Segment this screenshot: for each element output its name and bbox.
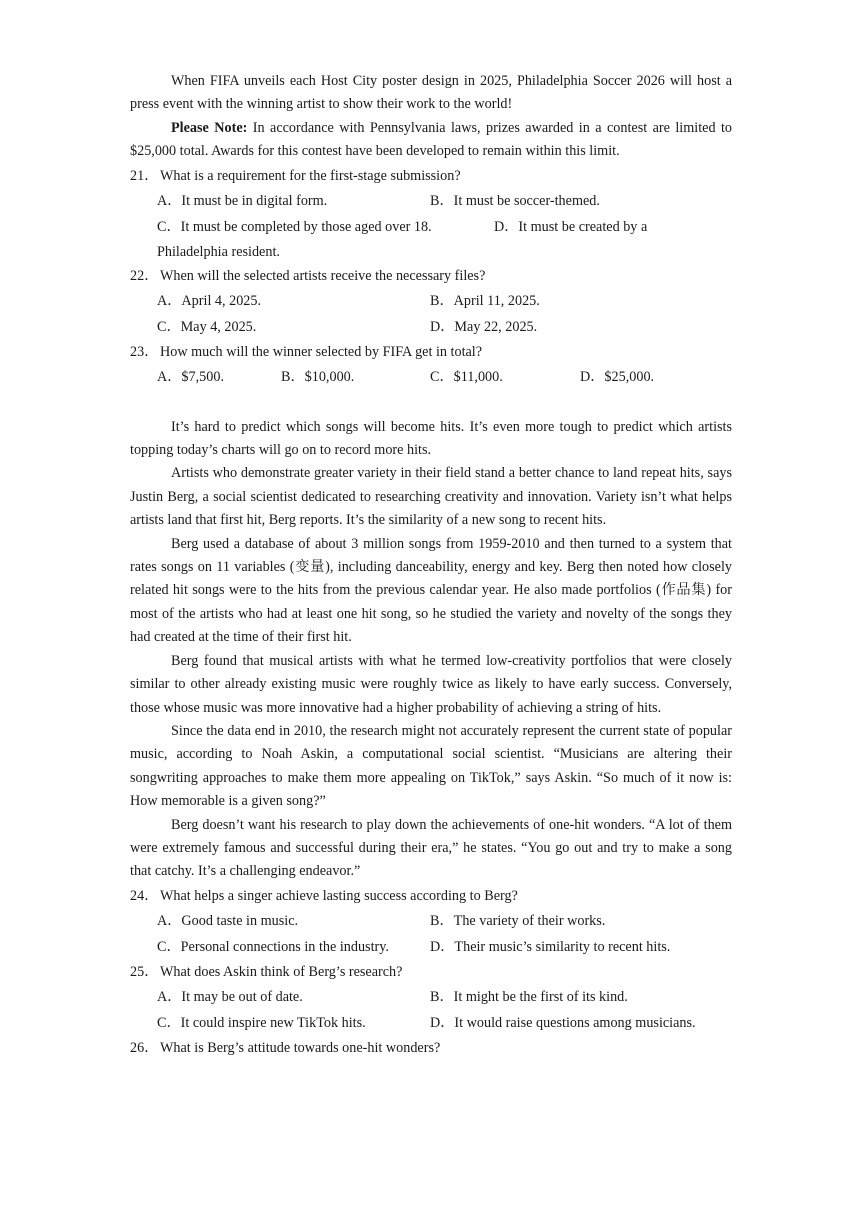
option-b[interactable]: B．$10,000. bbox=[281, 368, 355, 385]
passage-paragraph: Berg used a database of about 3 million songs from 1959-2010 and then turned to a system that rates songs on 11 variables (变量), including danceability, energy and key. Berg then noted how closely related hit songs were to the hits from the previous calendar year. He also made portfolios (作品集) for most of the artists who had at least one hit song, so he studied the variety and novelty of the songs they had created at the time of their first hit. bbox=[130, 535, 732, 646]
question-number: 26． bbox=[130, 1039, 159, 1056]
question-stem: When will the selected artists receive the necessary files? bbox=[160, 267, 486, 284]
option-a[interactable]: A．Good taste in music. bbox=[157, 912, 299, 929]
question-21 bbox=[130, 164, 732, 188]
options-row bbox=[157, 934, 732, 960]
passage-note bbox=[130, 117, 732, 164]
option-b[interactable]: B．It might be the first of its kind. bbox=[430, 988, 628, 1005]
question-stem: What is a requirement for the first-stage submission? bbox=[160, 167, 461, 184]
question-number: 22． bbox=[130, 267, 159, 284]
option-b[interactable]: B．The variety of their works. bbox=[430, 912, 606, 929]
option-b[interactable]: B．It must be soccer-themed. bbox=[430, 192, 600, 209]
question-24 bbox=[130, 884, 732, 908]
passage-paragraph: Berg found that musical artists with what he termed low-creativity portfolios that were closely similar to other already existing music were roughly twice as likely to have early success. Conversely, those whose music was more innovative had a higher probability of achieving a string of hits. bbox=[130, 652, 732, 716]
passage-paragraph: It’s hard to predict which songs will become hits. It’s even more tough to predict which artists topping today’s charts will go on to record more hits. bbox=[130, 418, 732, 459]
options-row bbox=[157, 288, 732, 314]
options-row bbox=[157, 314, 732, 340]
passage-paragraph: When FIFA unveils each Host City poster design in 2025, Philadelphia Soccer 2026 will host a press event with the winning artist to show their work to the world! bbox=[130, 73, 732, 113]
option-d[interactable]: D．May 22, 2025. bbox=[430, 318, 538, 335]
question-number: 23． bbox=[130, 343, 159, 360]
section-gap bbox=[130, 390, 732, 416]
question-26 bbox=[130, 1036, 732, 1060]
option-c[interactable]: C．$11,000. bbox=[430, 368, 503, 385]
option-a[interactable]: A．It may be out of date. bbox=[157, 988, 303, 1005]
note-text: In accordance with Pennsylvania laws, prizes awarded in a contest are limited to $25,000 total. Awards for this contest have been developed to remain within this limit. bbox=[130, 119, 733, 160]
option-a[interactable]: A．$7,500. bbox=[157, 368, 224, 385]
question-22 bbox=[130, 264, 732, 288]
option-c[interactable]: C．It must be completed by those aged over 18. bbox=[157, 218, 432, 235]
question-stem: How much will the winner selected by FIFA get in total? bbox=[160, 343, 483, 360]
options-row bbox=[157, 214, 732, 264]
option-c[interactable]: C．Personal connections in the industry. bbox=[157, 938, 389, 955]
options-row bbox=[157, 188, 732, 214]
question-stem: What is Berg’s attitude towards one-hit wonders? bbox=[160, 1039, 441, 1056]
options-row bbox=[157, 984, 732, 1010]
option-d[interactable]: D．Their music’s similarity to recent hits. bbox=[430, 938, 671, 955]
option-d[interactable]: D．It would raise questions among musicians. bbox=[430, 1014, 696, 1031]
options-row bbox=[157, 1010, 732, 1036]
exam-page bbox=[130, 70, 732, 1060]
passage-paragraph: Berg doesn’t want his research to play down the achievements of one-hit wonders. “A lot of them were extremely famous and successful during their era,” he states. “You go out and try to make a song that catchy. It’s a challenging endeavor.” bbox=[130, 816, 732, 880]
option-d-continued: Philadelphia resident. bbox=[157, 243, 280, 260]
question-number: 24． bbox=[130, 887, 159, 904]
question-number: 21． bbox=[130, 167, 159, 184]
passage-paragraph: Artists who demonstrate greater variety in their field stand a better chance to land repeat hits, says Justin Berg, a social scientist dedicated to researching creativity and innovation. Variety isn’t what helps artists land that first hit, Berg reports. It’s the similarity of a new song to recent hits. bbox=[130, 465, 732, 529]
options-row bbox=[157, 364, 732, 390]
passage-paragraph: Since the data end in 2010, the research might not accurately represent the current state of popular music, according to Noah Askin, a computational social scientist. “Musicians are altering their songwriting approaches to make them more appealing on TikTok,” says Askin. “So much of it now is: How memorable is a given song?” bbox=[130, 722, 732, 810]
option-a[interactable]: A．It must be in digital form. bbox=[157, 192, 328, 209]
option-d[interactable]: D．It must be created by a bbox=[494, 218, 648, 235]
option-a[interactable]: A．April 4, 2025. bbox=[157, 292, 262, 309]
option-d[interactable]: D．$25,000. bbox=[580, 368, 655, 385]
option-b[interactable]: B．April 11, 2025. bbox=[430, 292, 540, 309]
option-c[interactable]: C．It could inspire new TikTok hits. bbox=[157, 1014, 366, 1031]
note-label: Please Note: bbox=[171, 119, 248, 136]
question-number: 25． bbox=[130, 963, 159, 980]
question-23 bbox=[130, 340, 732, 364]
question-stem: What helps a singer achieve lasting success according to Berg? bbox=[160, 887, 518, 904]
question-stem: What does Askin think of Berg’s research? bbox=[160, 963, 403, 980]
question-25 bbox=[130, 960, 732, 984]
option-c[interactable]: C．May 4, 2025. bbox=[157, 318, 257, 335]
options-row bbox=[157, 908, 732, 934]
